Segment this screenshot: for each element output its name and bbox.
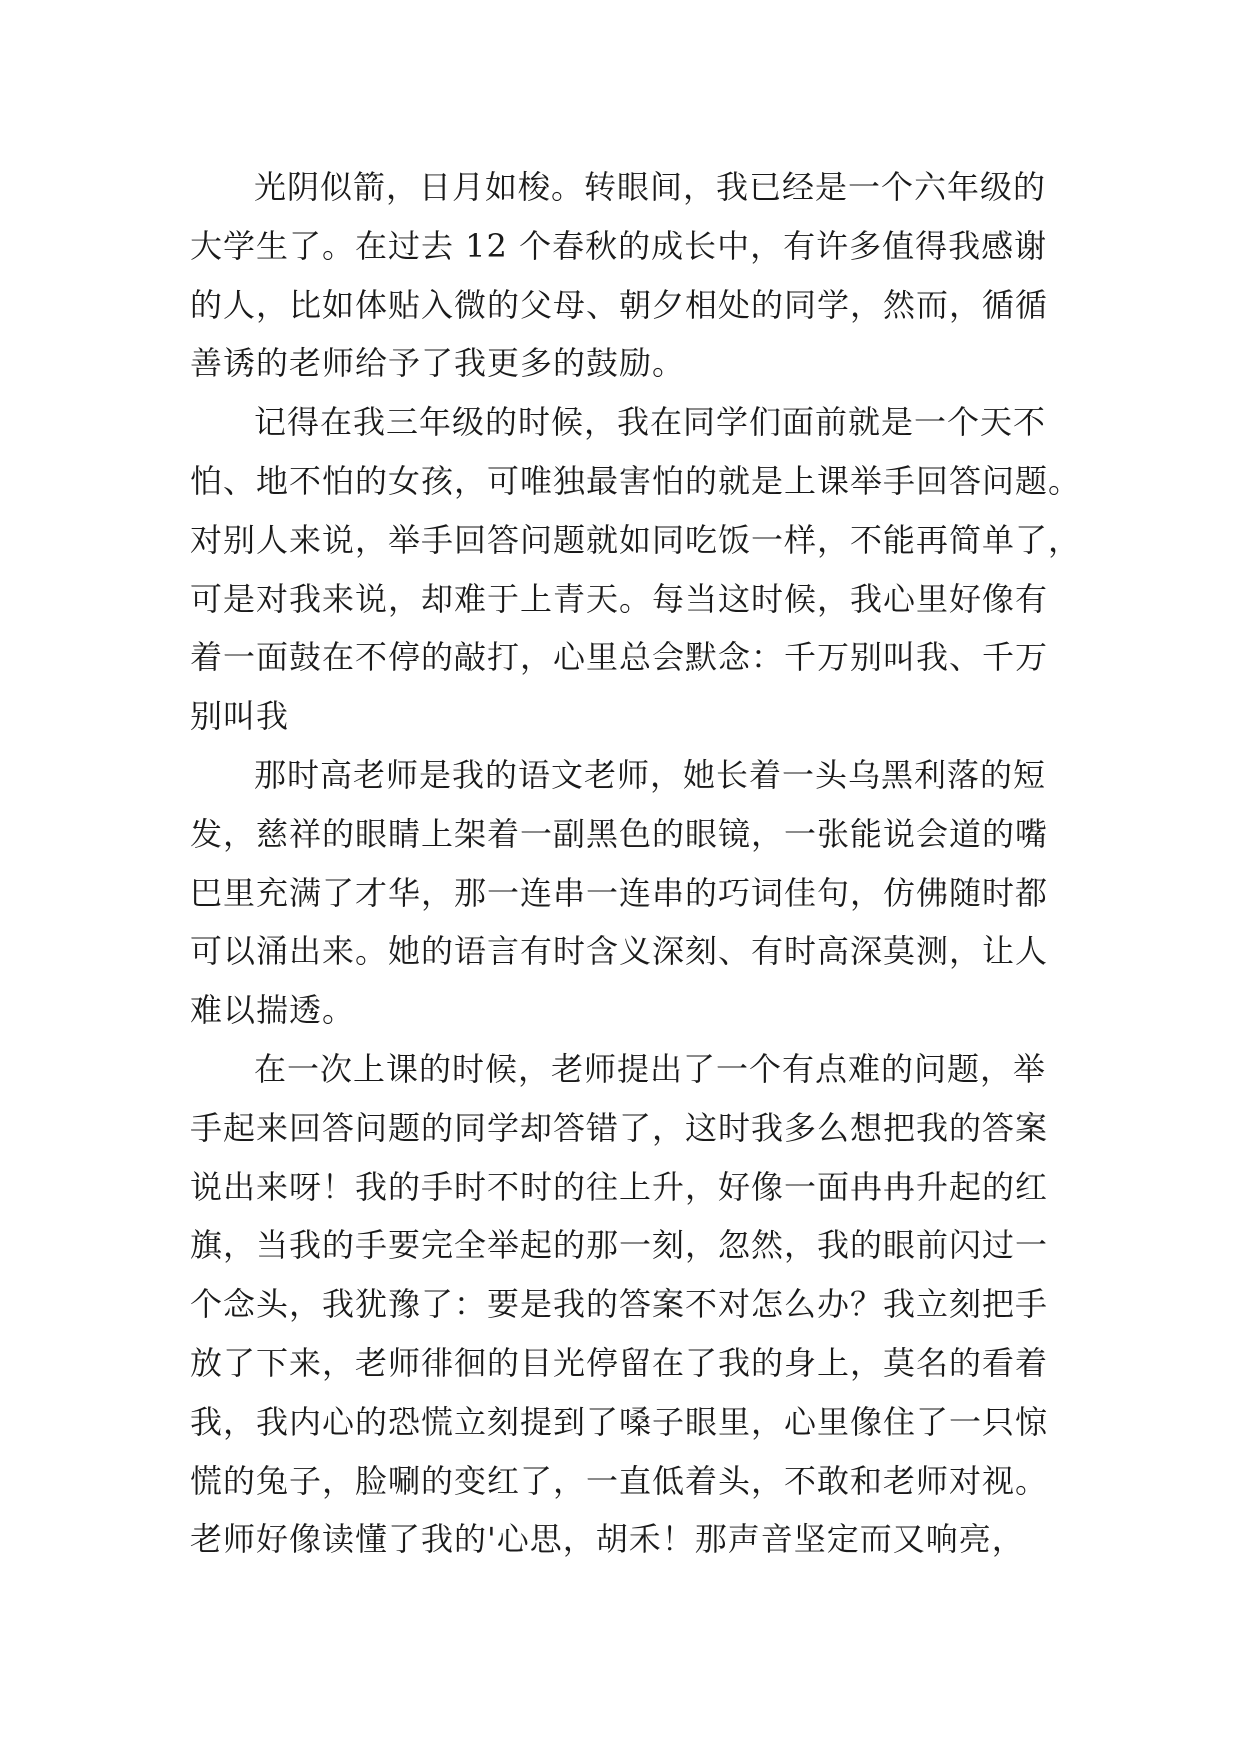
text-line: 个念头，我犹豫了：要是我的答案不对怎么办？我立刻把手 (190, 1285, 1049, 1324)
text-line: 对别人来说，举手回答问题就如同吃饭一样，不能再简单了， (190, 520, 1082, 559)
text-line: 老师好像读懂了我的'心思，胡禾！那声音坚定而又响亮， (190, 1520, 1025, 1559)
paragraph (190, 158, 1070, 393)
text-line: 巴里充满了才华，那一连串一连串的巧词佳句，仿佛随时都 (190, 873, 1049, 912)
text-line: 的人，比如体贴入微的父母、朝夕相处的同学，然而，循循 (190, 285, 1049, 324)
text-line: 难以揣透。 (190, 991, 356, 1030)
text-line: 怕、地不怕的女孩，可唯独最害怕的就是上课举手回答问题。 (190, 461, 1082, 500)
text-line: 着一面鼓在不停的敲打，心里总会默念：千万别叫我、千万 (190, 638, 1049, 677)
text-line: 我，我内心的恐慌立刻提到了嗓子眼里，心里像住了一只惊 (190, 1402, 1049, 1441)
text-line: 别叫我 (190, 697, 290, 736)
text-line: 可以涌出来。她的语言有时含义深刻、有时高深莫测，让人 (190, 932, 1049, 971)
paragraph (190, 393, 1082, 746)
paragraph (190, 746, 1070, 1040)
text-line: 放了下来，老师徘徊的目光停留在了我的身上，莫名的看着 (190, 1343, 1049, 1382)
text-line: 慌的兔子，脸唰的变红了，一直低着头，不敢和老师对视。 (190, 1461, 1049, 1500)
paragraph (190, 1040, 1070, 1569)
text-line: 善诱的老师给予了我更多的鼓励。 (190, 344, 686, 383)
text-line: 可是对我来说，却难于上青天。每当这时候，我心里好像有 (190, 579, 1049, 618)
text-line: 说出来呀！我的手时不时的往上升，好像一面冉冉升起的红 (190, 1167, 1049, 1206)
text-line: 那时高老师是我的语文老师，她长着一头乌黑利落的短 (254, 755, 1047, 794)
text-line: 在一次上课的时候，老师提出了一个有点难的问题，举 (254, 1049, 1047, 1088)
text-line: 旗，当我的手要完全举起的那一刻，忽然，我的眼前闪过一 (190, 1226, 1049, 1265)
text-line: 手起来回答问题的同学却答错了，这时我多么想把我的答案 (190, 1108, 1049, 1147)
text-line: 记得在我三年级的时候，我在同学们面前就是一个天不 (254, 403, 1047, 442)
essay-body (190, 158, 1082, 1569)
text-line: 大学生了。在过去 12 个春秋的成长中，有许多值得我感谢 (190, 226, 1048, 265)
text-line: 发，慈祥的眼睛上架着一副黑色的眼镜，一张能说会道的嘴 (190, 814, 1049, 853)
text-line: 光阴似箭，日月如梭。转眼间，我已经是一个六年级的 (254, 168, 1047, 206)
